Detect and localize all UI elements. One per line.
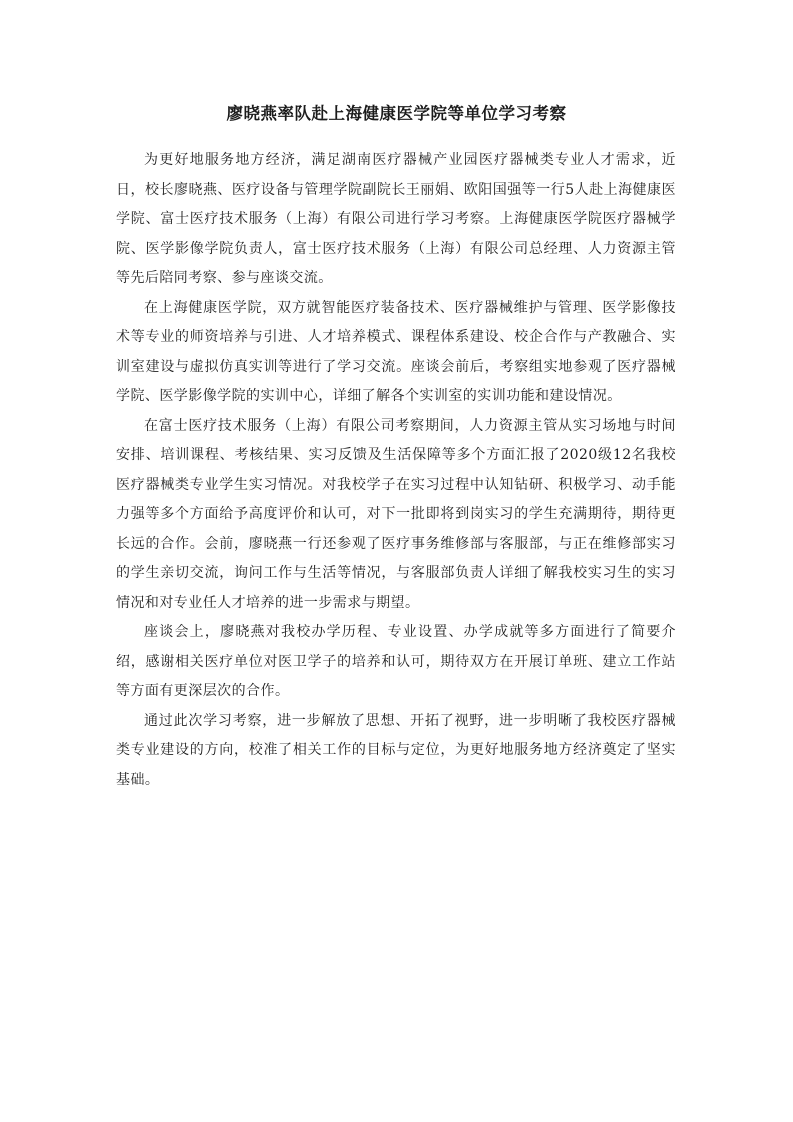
- paragraph-5: 通过此次学习考察，进一步解放了思想、开拓了视野，进一步明晰了我校医疗器械类专业建设的方向，校准了相关工作的目标与定位，为更好地服务地方经济奠定了坚实基础。: [116, 712, 676, 788]
- paragraph-2: 在上海健康医学院，双方就智能医疗装备技术、医疗器械维护与管理、医学影像技术等专业的师资培养与引进、人才培养模式、课程体系建设、校企合作与产教融合、实训室建设与虚拟仿真实训等进行了学习交流。座谈会前后，考察组实地参观了医疗器械学院、医学影像学院的实训中心，详细了解各个实训室的实训功能和建设情况。: [116, 299, 676, 404]
- paragraph-1: 为更好地服务地方经济，满足湖南医疗器械产业园医疗器械类专业人才需求，近日，校长廖晓燕、医疗设备与管理学院副院长王丽娟、欧阳国强等一行5人赴上海健康医学院、富士医疗技术服务（上海）有限公司进行学习考察。上海健康医学院医疗器械学院、医学影像学院负责人，富士医疗技术服务（上海）有限公司总经理、人力资源主管等先后陪同考察、参与座谈交流。: [116, 152, 676, 286]
- article-title: 廖晓燕率队赴上海健康医学院等单位学习考察: [226, 104, 567, 123]
- paragraph-3: 在富士医疗技术服务（上海）有限公司考察期间，人力资源主管从实习场地与时间安排、培训课程、考核结果、实习反馈及生活保障等多个方面汇报了2020级12名我校医疗器械类专业学生实习情况。对我校学子在实习过程中认知钻研、积极学习、动手能力强等多个方面给予高度评价和认可，对下一批即将到岗实习的学生充满期待，期待更长远的合作。会前，廖晓燕一行还参观了医疗事务维修部与客服部，与正在维修部实习的学生亲切交流，询问工作与生活等情况，与客服部负责人详细了解我校实习生的实习情况和对专业任人才培养的进一步需求与期望。: [116, 417, 676, 611]
- paragraph-4: 座谈会上，廖晓燕对我校办学历程、专业设置、办学成就等多方面进行了简要介绍，感谢相关医疗单位对医卫学子的培养和认可，期待双方在开展订单班、建立工作站等方面有更深层次的合作。: [116, 624, 676, 699]
- article-body: [116, 146, 676, 795]
